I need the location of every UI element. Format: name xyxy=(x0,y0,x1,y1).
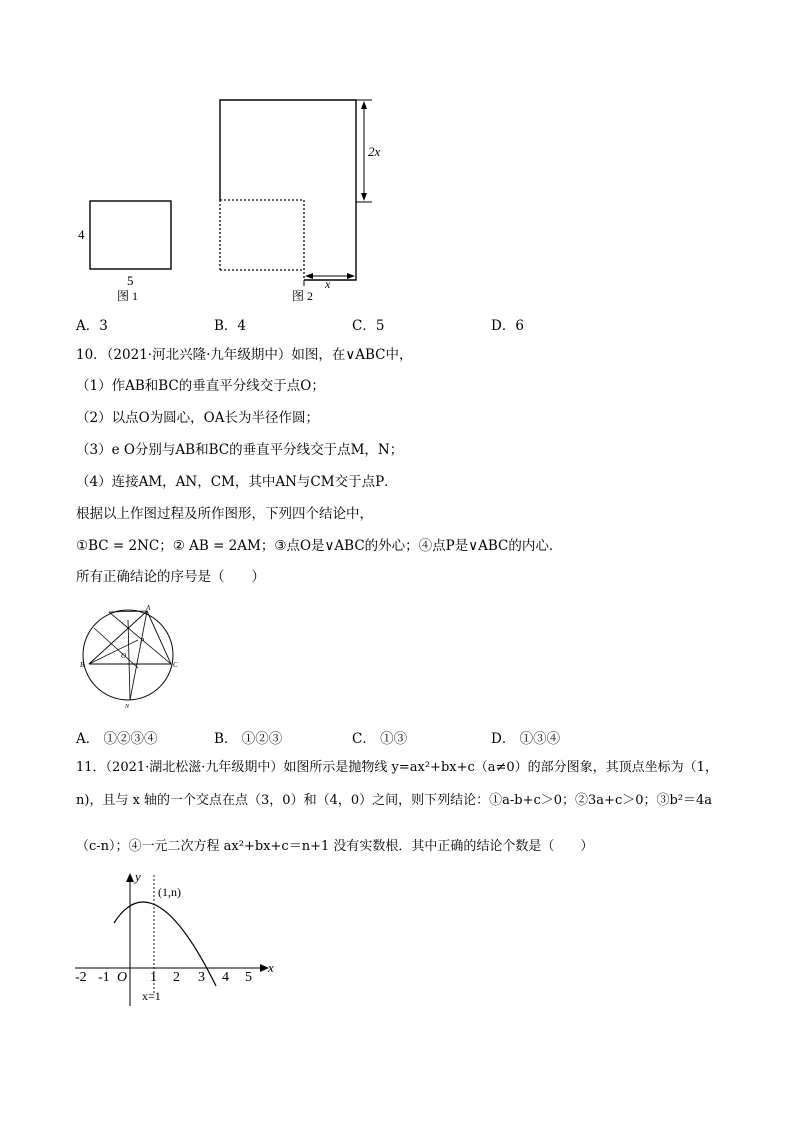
q9-option-d: D．6 xyxy=(491,318,524,334)
x-tick-neg2: -2 xyxy=(75,970,87,985)
fig1-side-bottom: 5 xyxy=(127,273,134,288)
q10-option-a: A． ①②③④ xyxy=(76,731,158,747)
q9-figures xyxy=(60,90,400,305)
q11-line-2: n)，且与 x 轴的一个交点在点（3，0）和（4，0）之间，则下列结论：①a-b+c＞0；②3a+c＞0；③b²＝4a xyxy=(76,793,713,808)
q9-option-a: A．3 xyxy=(76,318,108,334)
x-tick-1: 1 xyxy=(150,970,157,985)
symmetry-label: x=1 xyxy=(142,989,161,1003)
point-n-label: N xyxy=(125,704,130,710)
x-tick-3: 3 xyxy=(198,970,205,985)
q10-step-2: （2）以点O为圆心，OA长为半径作圆； xyxy=(76,410,319,426)
origin-label: O xyxy=(117,970,128,985)
q10-step-4: （4）连接AM，AN，CM，其中AN与CM交于点P． xyxy=(76,474,398,490)
fig2-outline xyxy=(220,100,356,280)
point-o-label: O xyxy=(121,652,127,660)
x-axis-label: x xyxy=(268,960,274,975)
q11-graph xyxy=(70,868,290,1013)
point-b-label: B xyxy=(80,661,85,669)
point-c-label: C xyxy=(173,661,178,669)
point-a-label: A xyxy=(146,604,151,612)
fig1-side-left: 4 xyxy=(78,227,85,242)
q10-option-d: D． ①③④ xyxy=(491,731,561,747)
q10-option-c: C． ①③ xyxy=(352,731,408,747)
x-tick-4: 4 xyxy=(222,970,229,985)
q10-intro: 根据以上作图过程及所作图形，下列四个结论中， xyxy=(76,506,373,522)
fig2-caption: 图 2 xyxy=(292,289,314,303)
q10-step-3: （3）e O分别与AB和BC的垂直平分线交于点M，N； xyxy=(76,442,404,458)
point-p-label: P xyxy=(140,637,145,645)
q10-step-1: （1）作AB和BC的垂直平分线交于点O； xyxy=(76,378,325,394)
q10-conclusions: ①BC = 2NC；② AB = 2AM；③点O是∨ABC的外心；④点P是∨ABC的内心． xyxy=(76,538,563,554)
q10-option-b: B． ①②③ xyxy=(214,731,283,747)
x-tick-5: 5 xyxy=(245,970,252,985)
y-axis-label: y xyxy=(135,869,141,884)
vertex-label: (1,n) xyxy=(158,885,181,899)
q9-option-c: C．5 xyxy=(352,318,385,334)
q11-line-1: 11．（2021·湖北松滋·九年级期中）如图所示是抛物线 y=ax²+bx+c（a≠0）的部分图象，其顶点坐标为（1， xyxy=(76,760,718,775)
fig1-rectangle xyxy=(90,201,171,269)
fig2-dim-right: 2x xyxy=(368,144,381,159)
x-tick-neg1: -1 xyxy=(98,970,110,985)
q10-header: 10．（2021·河北兴隆·九年级期中）如图，在∨ABC中， xyxy=(76,347,413,363)
q9-option-b: B．4 xyxy=(214,318,247,334)
q11-line-3: （c-n）；④一元二次方程 ax²+bx+c＝n+1 没有实数根．其中正确的结论个数是（ ） xyxy=(76,839,594,854)
x-tick-2: 2 xyxy=(173,970,180,985)
q10-question: 所有正确结论的序号是（ ） xyxy=(76,569,265,585)
q10-figure xyxy=(76,600,186,710)
fig2-dim-bottom: x xyxy=(325,277,331,291)
fig1-caption: 图 1 xyxy=(117,289,139,303)
